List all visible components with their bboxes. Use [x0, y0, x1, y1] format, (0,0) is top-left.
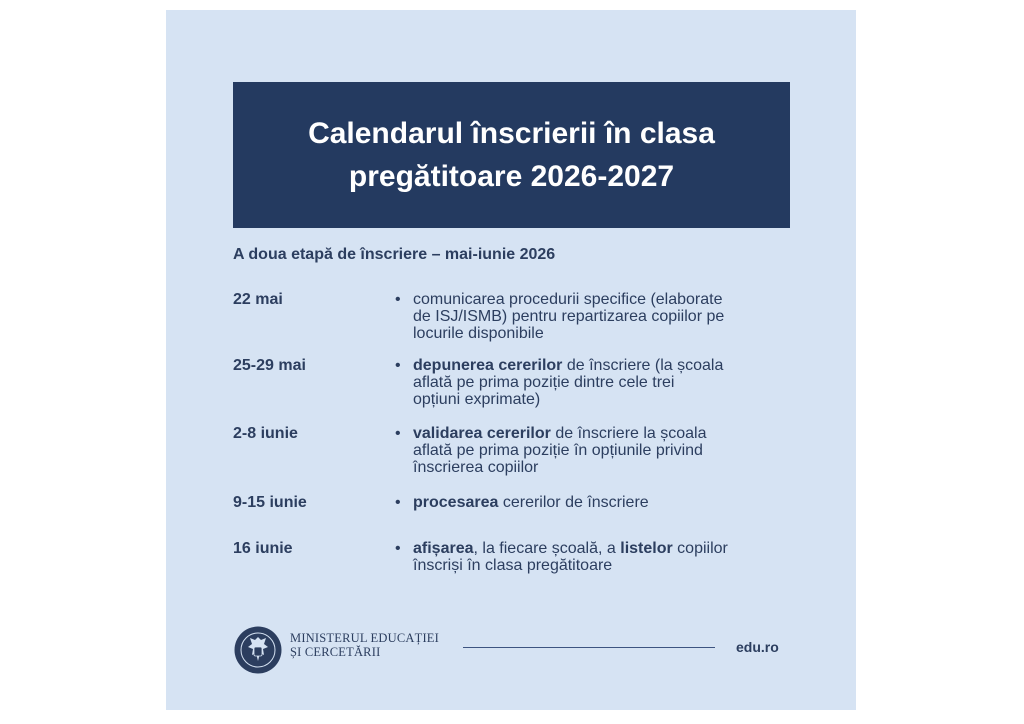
schedule-description — [413, 494, 793, 511]
schedule-date: 9-15 iunie — [233, 494, 307, 511]
description-line — [413, 291, 793, 308]
text-segment: locurile disponibile — [413, 325, 544, 342]
schedule-date: 22 mai — [233, 291, 283, 308]
text-segment: opțiuni exprimate) — [413, 391, 541, 408]
description-line — [413, 442, 793, 459]
text-segment: aflată pe prima poziție în opțiunile privind — [413, 442, 703, 459]
bold-text: validarea cererilor — [413, 425, 551, 442]
bullet-icon: • — [395, 540, 401, 557]
description-line — [413, 459, 793, 476]
description-line — [413, 540, 793, 557]
schedule-description — [413, 291, 793, 342]
text-segment: de înscriere la școala — [550, 425, 707, 442]
text-segment: de ISJ/ISMB) pentru repartizarea copiilor pe — [413, 308, 725, 325]
bullet-icon: • — [395, 425, 401, 442]
description-line — [413, 494, 793, 511]
text-segment: comunicarea procedurii specifice (elaborate — [413, 291, 723, 308]
schedule-description — [413, 540, 793, 574]
text-segment: de înscriere (la școala — [562, 357, 724, 374]
page-title — [262, 112, 762, 198]
description-line — [413, 308, 793, 325]
bullet-icon: • — [395, 494, 401, 511]
title-line-1: Calendarul înscrierii în clasa — [308, 117, 715, 150]
title-banner — [233, 82, 790, 228]
bullet-icon: • — [395, 357, 401, 374]
schedule-date: 25-29 mai — [233, 357, 306, 374]
text-segment: cererilor de înscriere — [498, 494, 649, 511]
description-line — [413, 425, 793, 442]
footer-divider — [463, 647, 715, 648]
title-line-2: pregătitoare 2026-2027 — [348, 160, 675, 193]
text-segment: copiilor — [672, 540, 728, 557]
bold-text: listelor — [620, 540, 673, 557]
ministry-name — [290, 631, 439, 659]
text-segment: înscriși în clasa pregătitoare — [413, 557, 613, 574]
text-segment: înscrierea copiilor — [413, 459, 539, 476]
description-line — [413, 557, 793, 574]
calendar-card — [166, 10, 856, 710]
bullet-icon: • — [395, 291, 401, 308]
ministry-line-1: MINISTERUL EDUCAȚIEI — [290, 631, 440, 645]
schedule-description — [413, 357, 793, 408]
ministry-line-2: ȘI CERCETĂRII — [290, 645, 381, 659]
text-segment: aflată pe prima poziție dintre cele trei — [413, 374, 675, 391]
bold-text: procesarea — [413, 494, 499, 511]
description-line — [413, 374, 793, 391]
description-line — [413, 325, 793, 342]
text-segment: , la fiecare școală, a — [473, 540, 621, 557]
government-seal-logo — [233, 625, 283, 675]
stage-subheading: A doua etapă de înscriere – mai-iunie 2026 — [233, 246, 556, 263]
bold-text: afișarea — [413, 540, 474, 557]
bold-text: depunerea cererilor — [413, 357, 563, 374]
description-line — [413, 357, 793, 374]
website-link[interactable]: edu.ro — [736, 639, 779, 655]
schedule-date: 2-8 iunie — [233, 425, 298, 442]
schedule-date: 16 iunie — [233, 540, 293, 557]
description-line — [413, 391, 793, 408]
schedule-description — [413, 425, 793, 476]
